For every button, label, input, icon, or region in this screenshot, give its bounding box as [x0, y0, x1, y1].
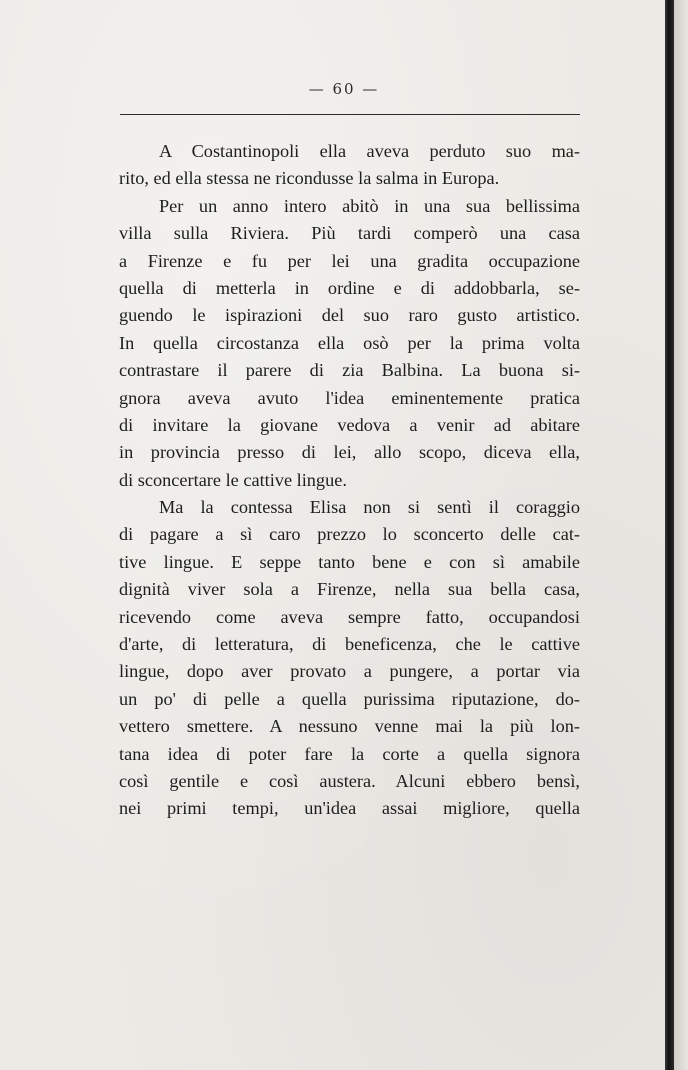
text-line: contrastare il parere di zia Balbina. La buona si- [119, 360, 580, 381]
page-margin-edge [674, 0, 688, 1070]
header-rule [120, 114, 580, 115]
text-line: in provincia presso di lei, allo scopo, diceva ella, [119, 442, 580, 463]
text-line: In quella circostanza ella osò per la prima volta [119, 332, 580, 353]
text-line: dignità viver sola a Firenze, nella sua bella casa, [119, 579, 580, 600]
page-number: — 60 — [308, 80, 380, 98]
text-line: di sconcertare le cattive lingue. [119, 469, 347, 490]
text-line: vettero smettere. A nessuno venne mai la più lon- [119, 716, 580, 737]
text-line: di pagare a sì caro prezzo lo sconcerto delle cat- [119, 524, 580, 545]
text-line: rito, ed ella stessa ne ricondusse la salma in Europa. [119, 168, 500, 189]
text-line: a Firenze e fu per lei una gradita occupazione [119, 250, 580, 271]
text-line: un po' di pelle a quella purissima riputazione, do- [119, 688, 580, 709]
text-line: d'arte, di letteratura, di beneficenza, che le cattive [119, 634, 580, 655]
text-line: di invitare la giovane vedova a venir ad abitare [119, 414, 580, 435]
text-line: ricevendo come aveva sempre fatto, occupandosi [119, 606, 580, 627]
text-line: gnora aveva avuto l'idea eminentemente pratica [119, 387, 580, 408]
text-line: così gentile e così austera. Alcuni ebbero bensì, [119, 770, 580, 791]
text-line: tive lingue. E seppe tanto bene e con sì amabile [119, 551, 580, 572]
text-line: Per un anno intero abitò in una sua bellissima [159, 195, 580, 216]
text-line: guendo le ispirazioni del suo raro gusto artistico. [119, 305, 580, 326]
text-line: lingue, dopo aver provato a pungere, a portar via [119, 661, 580, 682]
text-line: A Costantinopoli ella aveva perduto suo ma- [159, 141, 580, 161]
binding-edge [665, 0, 674, 1070]
text-line: villa sulla Riviera. Più tardi comperò una casa [119, 223, 580, 244]
text-line: nei primi tempi, un'idea assai migliore, quella [119, 798, 580, 819]
body-text [119, 138, 580, 823]
text-line: Ma la contessa Elisa non si sentì il coraggio [159, 497, 580, 518]
text-line: quella di metterla in ordine e di addobbarla, se- [119, 277, 580, 298]
text-line: tana idea di poter fare la corte a quella signora [119, 743, 580, 764]
